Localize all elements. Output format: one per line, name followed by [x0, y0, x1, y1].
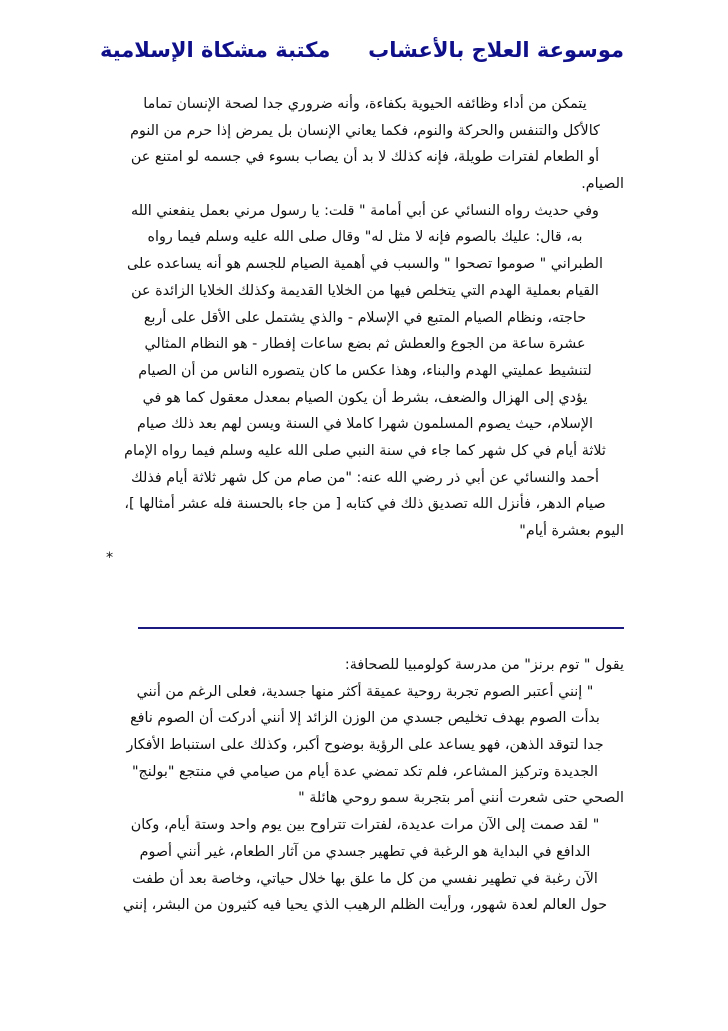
- text-line: الآن رغبة في تطهير نفسي من كل ما علق بها خلال حياتي، وخاصة بعد أن طفت: [132, 870, 598, 887]
- body-section-fasting-health: [106, 91, 624, 571]
- text-line: اليوم بعشرة أيام": [519, 523, 624, 539]
- paragraph-fasting-importance: [106, 91, 624, 198]
- text-line: أحمد والنسائي عن أبي ذر رضي الله عنه: "من صام من كل شهر ثلاثة أيام فذلك: [130, 469, 600, 486]
- text-line: يؤدي إلى الهزال والضعف، بشرط أن يكون الصيام بمعدل معقول كما هو في: [142, 389, 588, 406]
- asterisk-mark: *: [106, 549, 114, 566]
- text-line: حول العالم لعدة شهور، ورأيت الظلم الرهيب الذي يحيا فيه كثيرون من البشر، إنني: [122, 897, 608, 914]
- library-name: مكتبة مشكاة الإسلامية: [100, 38, 331, 62]
- text-line: بدأت الصوم بهدف تخليص جسدي من الوزن الزائد إلا أنني أدركت أن الصوم نافع: [130, 710, 600, 727]
- section-divider: [138, 627, 624, 629]
- text-line: يقول " توم برنز" من مدرسة كولومبيا للصحافة:: [344, 657, 624, 673]
- text-line: الطبراني " صوموا تصحوا " والسبب في أهمية الصيام للجسم هو أنه يساعده على: [127, 256, 603, 273]
- book-title: موسوعة العلاج بالأعشاب: [368, 38, 624, 62]
- text-line: حاجته، ونظام الصيام المتبع في الإسلام - والذي يشتمل على الأقل على أربع: [143, 309, 587, 326]
- text-line: الصيام.: [581, 176, 624, 193]
- body-section-testimony: [106, 652, 624, 919]
- text-line: الجديدة وتركيز المشاعر، فلم تكد تمضي عدة أيام من صيامي في منتجع "بولنج": [131, 763, 598, 780]
- text-line: به، قال: عليك بالصوم فإنه لا مثل له" وقال صلى الله عليه وسلم فيما رواه: [147, 229, 583, 246]
- text-line: " لقد صمت إلى الآن مرات عديدة، لفترات تتراوح بين يوم واحد وستة أيام، وكان: [130, 817, 600, 834]
- text-line: أو الطعام لفترات طويلة، فإنه كذلك لا بد أن يصاب بسوء في جسمه لو امتنع عن: [130, 149, 600, 166]
- text-line: يتمكن من أداء وظائفه الحيوية بكفاءة، وأنه ضروري جدا لصحة الإنسان تماما: [143, 96, 587, 112]
- paragraph-hadith: [106, 198, 624, 572]
- page-header: [100, 30, 624, 70]
- text-line: لتنشيط عمليتي الهدم والبناء، وهذا عكس ما كان يتصوره الناس من أن الصيام: [138, 362, 592, 379]
- text-line: الصحي حتى شعرت أنني أمر بتجربة سمو روحي هائلة ": [298, 790, 624, 807]
- text-line: وفي حديث رواه النسائي عن أبي أمامة " قلت: يا رسول مرني بعمل ينفعني الله: [131, 202, 599, 219]
- text-line: الإسلام، حيث يصوم المسلمون شهرا كاملا في السنة ويسن لهم بعد ذلك صيام: [136, 416, 594, 433]
- text-line: صيام الدهر، فأنزل الله تصديق ذلك في كتابه [ من جاء بالحسنة فله عشر أمثالها ]،: [124, 496, 606, 513]
- text-line: عشرة ساعة من الجوع والعطش ثم بضع ساعات إفطار - هو النظام المثالي: [144, 336, 586, 353]
- text-line: كالأكل والتنفس والحركة والنوم، فكما يعاني الإنسان بل يمرض إذا حرم من النوم: [130, 122, 600, 139]
- text-line: ثلاثة أيام في كل شهر كما جاء في سنة النبي صلى الله عليه وسلم فيما رواه الإمام: [124, 442, 606, 459]
- paragraph-tom-burns: [106, 652, 624, 919]
- text-line: الدافع في البداية هو الرغبة في تطهير جسدي من آثار الطعام، غير أنني أصوم: [139, 843, 591, 860]
- text-line: " إنني أعتبر الصوم تجربة روحية عميقة أكثر منها جسدية، فعلى الرغم من أنني: [136, 683, 594, 700]
- text-line: جدا لتوقد الذهن، فهو يساعد على الرؤية بوضوح أكبر، وكذلك على استنباط الأفكار: [126, 737, 604, 754]
- text-line: القيام بعملية الهدم التي يتخلص فيها من الخلايا القديمة وكذلك الخلايا الزائدة عن: [131, 282, 599, 299]
